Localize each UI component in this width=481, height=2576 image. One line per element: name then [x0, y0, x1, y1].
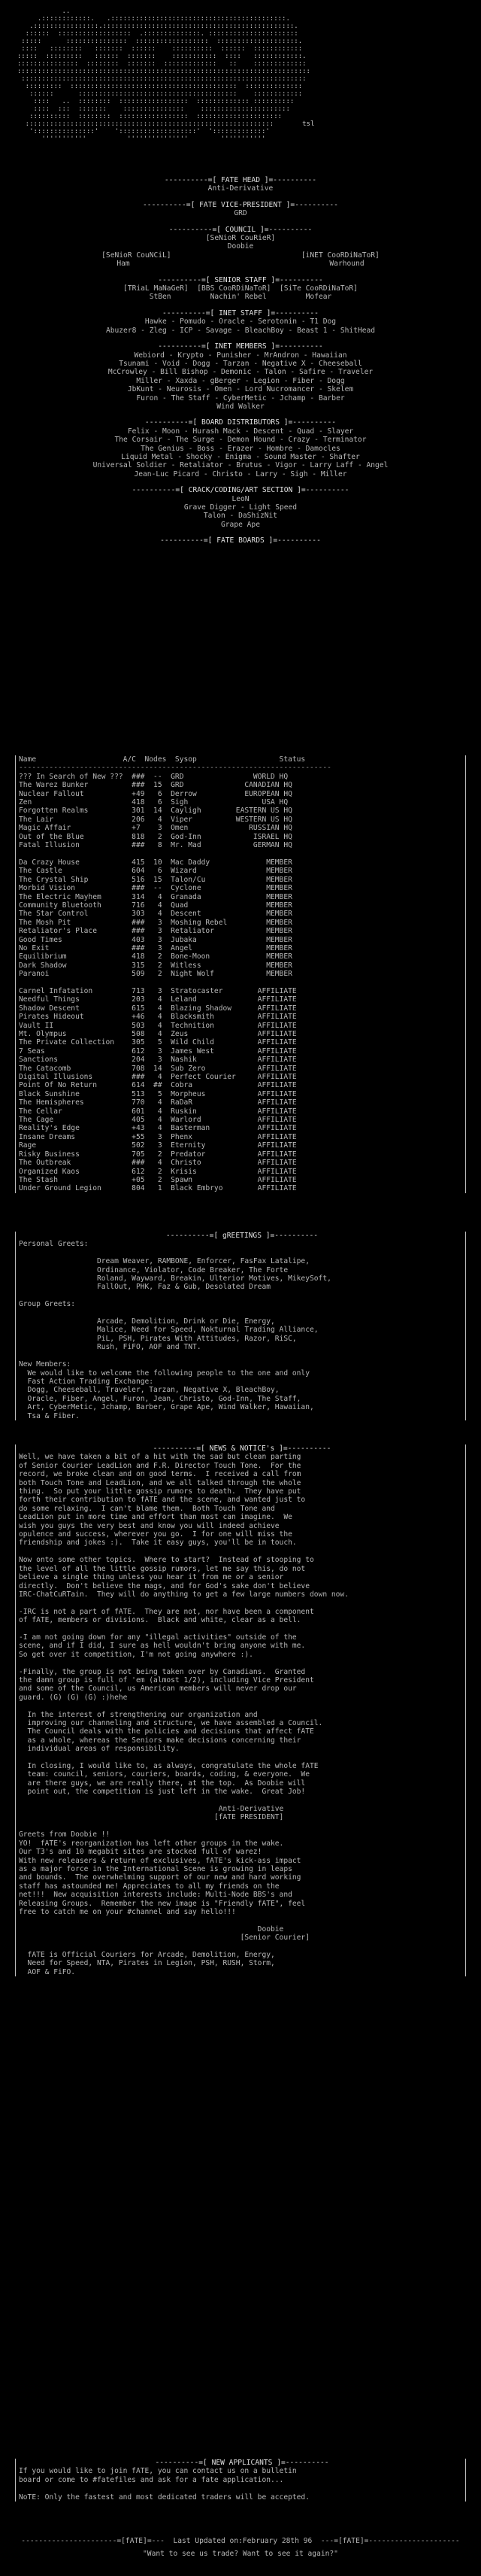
section-line: McCrowley - Bill Bishop - Demonic - Talon - Safire - Traveler	[107, 368, 374, 377]
title-text: NEWS & NOTICE's	[209, 1444, 275, 1453]
footer-rule-left: ----------------------=	[21, 2537, 122, 2545]
text-line: net!!! New acquisition interests include: Multi-Node BBS's and	[19, 1891, 292, 1900]
board-row: Sanctions 204 3 Nashik AFFILIATE	[19, 1056, 297, 1065]
board-row: Da Crazy House 415 10 Mac Daddy MEMBER	[19, 858, 292, 867]
logo-line: :::::::::: :::::::: ::::::::::::::::: :::::::::::::::::::::	[29, 113, 283, 120]
section-line: The Corsair - The Surge - Demon Hound - Crazy - Terminator	[114, 436, 367, 445]
rule-right: ]=----------	[261, 1232, 319, 1240]
section-line: Grave Digger - Light Speed	[183, 503, 298, 512]
rule-left: ----------=[	[158, 275, 215, 284]
text-line	[16, 1702, 465, 1710]
board-row: The Stash +05 2 Spawn AFFILIATE	[19, 1175, 297, 1184]
logo-line: :::: ::: ::::::: ::::::::::::::: ::::::::::::::::::::::	[33, 105, 290, 113]
section-title	[0, 176, 481, 184]
logo-line: :::::: ::::::::::::::::::::::::::::::::::::::: ::::::::::::	[29, 90, 303, 98]
logo-art	[0, 0, 481, 143]
section-line: Doobie	[227, 242, 254, 251]
text-line: With new releasers & return of exclusives, fATE's kick-ass impact	[19, 1856, 301, 1865]
board-row: Point Of No Return 614 ## Cobra AFFILIATE	[19, 1081, 297, 1090]
fate-ascii-logo	[0, 0, 481, 173]
section-title	[0, 276, 481, 284]
section-line: Hawke - Pomudo - Oracle - Serotonin - T1 Dog	[144, 317, 337, 327]
text-line	[16, 1822, 465, 1830]
applicants-box	[15, 2459, 466, 2502]
section-title	[0, 418, 481, 427]
board-row: The Castle 604 6 Wizard MEMBER	[19, 867, 292, 876]
text-line: We would like to welcome the following people to the one and only	[19, 1368, 310, 1378]
text-line: of fATE, members or divisions. Black and white, clear as a bell.	[19, 1616, 301, 1625]
text-line: The Council deals with the policies and decisions that affect fATE	[19, 1727, 314, 1736]
text-line: Oracle, Fiber, Angel, Furon, Jean, Christo, God-Inn, The Staff,	[19, 1394, 301, 1403]
logo-line: ::::: ::::::::: :::::: ::::::: ::::::::::: :::: ::::::::::::.	[17, 53, 307, 60]
rule-left: ----------=[	[155, 2459, 212, 2467]
boards-divider: ------------------------------------------------------------------------	[19, 764, 331, 773]
section-title-text: SENIOR STAFF	[214, 275, 267, 284]
section-title-text: COUNCIL	[225, 225, 256, 234]
board-row: The Warez Bunker ### 15 GRD CANADIAN HQ	[19, 781, 292, 790]
board-row: Reality's Edge +43 4 Basterman AFFILIATE	[19, 1124, 297, 1133]
text-line: free to catch me on your #channel and say hello!!!	[19, 1907, 236, 1916]
section-title-text: FATE BOARDS	[216, 536, 265, 545]
logo-line: :::: :::::::: ::::::: :::::: :::::::::: :::::: ::::::::::::	[21, 45, 303, 53]
section-senior-staff	[0, 276, 481, 302]
greetings-body	[16, 1240, 465, 1420]
board-row: Zen 418 6 Sigh USA HQ	[19, 798, 289, 807]
board-row: Fatal Illusion ### 8 Mr. Mad GERMAN HQ	[19, 841, 292, 850]
board-row: The Outbreak ### 4 Christo AFFILIATE	[19, 1159, 297, 1168]
text-line: Anti-Derivative	[19, 1805, 284, 1814]
section-line: Universal Soldier - Retaliator - Brutus - Vigor - Larry Laff - Angel	[92, 461, 389, 470]
board-row: Organized Kaos 612 2 Krisis AFFILIATE	[19, 1167, 297, 1176]
board-row: Nuclear Fallout +49 6 Derrow EUROPEAN HQ	[19, 789, 292, 798]
section-line: Abuzer8 - Zleg - ICP - Savage - BleachBoy - Beast 1 - ShitHead	[105, 326, 376, 335]
greetings-title	[16, 1232, 465, 1240]
text-line: If you would like to join fATE, you can contact us on a bulletin	[19, 2467, 297, 2476]
section-line: Grape Ape	[221, 520, 260, 529]
text-line: Greets from Doobie !!	[19, 1830, 110, 1839]
text-line: In closing, I would like to, as always, congratulate the whole fATE	[19, 1762, 319, 1771]
text-line: do some relaxing. I can't blame them. Both Touch Tone and	[19, 1504, 275, 1513]
section-line: Miller - Xaxda - gBerger - Legion - Fiber - Dogg	[136, 376, 345, 385]
board-row: Mt. Olympus 508 4 Zeus AFFILIATE	[19, 1030, 297, 1038]
text-line: Malice, Need for Speed, Nokturnal Trading Alliance,	[19, 1326, 319, 1335]
text-line: record, we broke clean and on good terms. I received a call from	[19, 1470, 301, 1479]
board-row: Morbid Vision ### -- Cyclone MEMBER	[19, 884, 292, 893]
board-row: The Catacomb 708 14 Sub Zero AFFILIATE	[19, 1064, 297, 1073]
section-fate-head	[0, 176, 481, 193]
text-line: and some of the Council, us American members will never drop our	[19, 1684, 297, 1694]
text-line: -I am not going down for any "illegal activities" outside of the	[19, 1633, 297, 1642]
logo-line: ::::::::::::::::::::::::::::::::::::::::::::::::::::::::::::: tsl	[25, 120, 315, 128]
text-line: team: council, seniors, couriers, boards, coding, & everyone. We	[19, 1770, 310, 1779]
text-line: individual areas of responsibility.	[19, 1745, 180, 1754]
text-line: [Senior Courier]	[19, 1934, 310, 1943]
logo-line: ''''''''''' ''''''''''''''' '''''''''''	[41, 135, 266, 143]
section-line: [SeNioR CouNCiL] [iNET CooRDiNaToR]	[101, 251, 380, 260]
text-line	[16, 1754, 465, 1762]
text-line: New Members:	[19, 1360, 71, 1369]
section-title	[0, 226, 481, 234]
footer-tagline: "Want to see us trade? Want to see it again?"	[143, 2550, 338, 2559]
text-line: the level of all the little gossip rumors, let me say this, do not	[19, 1564, 306, 1573]
text-line	[16, 1249, 465, 1257]
text-line: guard. (G) (G) (G) :)hehe	[19, 1693, 128, 1702]
board-row: The Private Collection 305 5 Wild Child AFFILIATE	[19, 1038, 297, 1047]
title-text: gREETINGS	[222, 1232, 262, 1240]
footer-updated: Last Updated on:February 28th 96	[173, 2537, 313, 2545]
text-line: Tsa & Fiber.	[19, 1411, 80, 1420]
section-vice-president	[0, 201, 481, 218]
text-line: wish you guys the very best and know you will indeed achieve	[19, 1521, 280, 1530]
text-line: Fast Action Trading Exchange:	[19, 1377, 154, 1386]
rule-left: ----------=[	[160, 536, 217, 545]
section-title-text: CRACK/CODING/ART SECTION	[188, 486, 293, 495]
board-row: Needful Things 203 4 Leland AFFILIATE	[19, 995, 297, 1004]
section-crack-coding-art	[0, 486, 481, 529]
rule-right: ]=----------	[264, 536, 321, 545]
rule-right: ]=----------	[256, 225, 313, 234]
text-line: are there guys, we are really there, at the top. As Doobie will	[19, 1779, 306, 1788]
applicants-title	[16, 2459, 465, 2467]
board-row: Insane Dreams +55 3 Phenx AFFILIATE	[19, 1132, 297, 1141]
title-text: NEW APPLICANTS	[211, 2459, 273, 2467]
text-line: Group Greets:	[19, 1300, 76, 1309]
text-line	[16, 2484, 465, 2492]
text-line: YO! fATE's reorganization has left other groups in the wake.	[19, 1839, 284, 1848]
board-row: No Exit ### 3 Angel MEMBER	[19, 943, 292, 952]
logo-line: :::::: :::::::::::::::::: .::::::::::::::. ::::::::::::::::::::::	[25, 30, 298, 38]
text-line: Personal Greets:	[19, 1240, 89, 1249]
boards-group-gap	[16, 849, 465, 858]
text-line: scene, and if I did, I sure as hell wouldn't bring anyone with me.	[19, 1642, 306, 1651]
rule-left: ----------=[	[143, 200, 200, 209]
section-line: Felix - Moon - Hurash Mack - Descent - Quad - Slayer	[127, 427, 354, 436]
rule-left: ----------=[	[144, 418, 202, 427]
rule-right: ]=----------	[281, 200, 338, 209]
text-line: In the interest of strengthening our organization and	[19, 1710, 258, 1719]
section-line: Talon - DaShizNit	[203, 512, 278, 521]
rule-right: ]=----------	[292, 486, 349, 495]
staff-roster	[0, 176, 481, 553]
board-row: Rage 502 3 Eternity AFFILIATE	[19, 1141, 297, 1150]
section-inet-staff	[0, 309, 481, 335]
text-line: point out, the competition is just left in the wake. Great Job!	[19, 1788, 306, 1797]
text-line: as a whole, whereas the Seniors make decisions concerning their	[19, 1736, 301, 1745]
text-line: as a major force in the International Scene is growing in leaps	[19, 1864, 292, 1873]
text-line: Releasing Groups. Remember the new image is "Friendly fATE", feel	[19, 1899, 306, 1908]
section-line: The Genius - Boss - Erazer - Hombre - Damocles	[141, 444, 340, 453]
text-line: AOF & FiFO.	[19, 1967, 76, 1976]
text-line: -Finally, the group is not being taken over by Canadians. Granted	[19, 1667, 306, 1676]
board-row: Under Ground Legion 804 1 Black Embryo AFFILIATE	[19, 1184, 297, 1193]
board-row: Forgotten Realms 301 14 Cayligh EASTERN US HQ	[19, 807, 292, 816]
text-line: IRC-ChatCuRTain. They will do anything to get a few large numbers down now.	[19, 1590, 349, 1599]
logo-line: ..	[62, 8, 71, 15]
rule-left: ----------=[	[168, 225, 225, 234]
greetings-box	[15, 1232, 466, 1420]
text-line: staff has astounded me! Appreciates to all my friends on the	[19, 1882, 280, 1891]
section-line: [SeNioR CouRieR]	[205, 234, 276, 243]
logo-line: ::::::::::::::::::::::::::::::::::::::::::::::::::::::::::::::::::::::	[21, 75, 307, 83]
text-line: of Senior Courier LeadLion and F.R. Director Touch Tone. For the	[19, 1461, 301, 1470]
text-line: the damn group is full of 'em (almost 1/2), including Vice President	[19, 1675, 314, 1684]
board-row: The Mosh Pit ### 3 Moshing Rebel MEMBER	[19, 918, 292, 927]
section-line: Liquid Metal - Shocky - Enigma - Sound Master - Shafter	[121, 452, 360, 461]
section-title-text: FATE VICE-PRESIDENT	[199, 200, 282, 209]
text-line	[16, 1625, 465, 1633]
text-line: thing. So put your little gossip rumors to death. They have put	[19, 1487, 301, 1496]
board-row: Out of the Blue 818 2 God-Inn ISRAEL HQ	[19, 832, 292, 841]
text-line: both Touch Tone and LeadLion, and we all talked through the whole	[19, 1478, 301, 1487]
boards-list	[16, 773, 465, 1193]
text-line	[16, 1916, 465, 1924]
section-line: Jean-Luc Picard - Christo - Larry - Sigh - Miller	[134, 469, 347, 478]
board-row: Digital Illusions ### 4 Perfect Courier AFFILIATE	[19, 1073, 297, 1082]
section-title-text: BOARD DISTRIBUTORS	[201, 418, 280, 427]
footer-tag-right: [fATE]	[337, 2537, 365, 2545]
text-line: improving our channeling and structure, we have assembled a Council.	[19, 1719, 323, 1727]
text-line: FallOut, PHK, Faz & Gub, Desolated Dream	[19, 1283, 271, 1292]
text-line: and bounds. The overwhelming support of our new and hard working	[19, 1873, 301, 1882]
board-row: The Hemispheres 770 4 RaDaR AFFILIATE	[19, 1098, 297, 1107]
text-line: LeadLion put in more time and effort than most can imagine. We	[19, 1513, 292, 1522]
rule-right: ]=----------	[266, 275, 323, 284]
text-line	[16, 1292, 465, 1300]
text-line: Well, we have taken a bit of a hit with the sad but clean parting	[19, 1453, 301, 1462]
boards-header: Name A/C Nodes Sysop Status	[19, 755, 306, 764]
rule-left: ----------=[	[162, 308, 219, 317]
rule-left: ----------=[	[164, 176, 221, 184]
text-line	[16, 1548, 465, 1556]
board-row: The Lair 206 4 Viper WESTERN US HQ	[19, 815, 292, 824]
text-line: NoTE: Only the fastest and most dedicated traders will be accepted.	[19, 2492, 310, 2502]
section-line: JbKunt - Neurosis - Omen - Lord Nucromancer - Skelem	[127, 385, 354, 394]
text-line	[16, 1309, 465, 1317]
section-title	[0, 201, 481, 209]
section-line: Anti-Derivative	[207, 184, 274, 193]
text-line: Doobie	[19, 1924, 284, 1934]
text-line	[16, 1797, 465, 1805]
section-line: Wind Walker	[216, 402, 265, 411]
news-title	[16, 1444, 465, 1453]
section-line: Webiord - Krypto - Punisher - MrAndron - Hawaiian	[134, 351, 347, 360]
board-row: 7 Seas 612 3 James West AFFILIATE	[19, 1046, 297, 1056]
board-row: Good Times 403 3 Jubaka MEMBER	[19, 935, 292, 944]
board-row: The Electric Mayhem 314 4 Granada MEMBER	[19, 892, 292, 901]
board-row: The Cellar 601 4 Ruskin AFFILIATE	[19, 1107, 297, 1116]
section-line: [TRiaL MaNaGeR] [BBS CooRDiNaToR] [SiTe CooRDiNaToR]	[123, 284, 358, 293]
section-fate-boards	[0, 536, 481, 545]
rule-left: ----------=[	[158, 342, 215, 351]
board-row: Shadow Descent 615 4 Blazing Shadow AFFILIATE	[19, 1004, 297, 1013]
text-line: So get over it competition, I'm not going anywhere :).	[19, 1650, 253, 1659]
text-line: friendship and jokes :). Take it easy guys, you'll be in touch.	[19, 1539, 297, 1548]
footer-rule-mid-b: ---=	[312, 2537, 338, 2545]
section-line: Tsunami - Void - Dogg - Tarzan - Negative X - Cheeseball	[119, 359, 362, 368]
section-title	[0, 536, 481, 545]
board-row: Dark Shadow 315 2 Witless MEMBER	[19, 961, 292, 970]
board-row: Equilibrium 418 2 Bone-Moon MEMBER	[19, 952, 292, 961]
text-line: Roland, Wayward, Breakin, Ulterior Motives, MikeySoft,	[19, 1274, 331, 1283]
section-line: StBen Nachin' Rebel Mofear	[149, 293, 332, 302]
text-line: Dream Weaver, RAMBONE, Enforcer, FasFax Latalipe,	[19, 1257, 310, 1266]
board-row: Community Bluetooth 716 4 Quad MEMBER	[19, 901, 292, 910]
text-line: Our T3's and 10 megabit sites are stocked full of warez!	[19, 1848, 262, 1857]
section-line: Ham Warhound	[116, 260, 365, 269]
board-row: The Cage 405 4 Warlord AFFILIATE	[19, 1116, 297, 1125]
rule-right: ]=----------	[274, 1444, 331, 1453]
section-title-text: INET MEMBERS	[214, 342, 267, 351]
text-line: directly. Don't believe the mags, and for God's sake don't believe	[19, 1581, 310, 1590]
text-line: forth their contribution to fATE and the scene, and wanted just to	[19, 1496, 306, 1505]
text-line	[16, 1943, 465, 1951]
text-line: Ordinance, Violator, Code Breaker, The Forte	[19, 1265, 289, 1274]
logo-line: :::: .. :::::::: ::::::::::::::::: ::::::::::::: ::::::::::	[33, 98, 295, 105]
logo-line: ':::::::::::::::' ':::::::::::::::::::' ':::::::::::::'	[29, 128, 270, 135]
section-line: Furon - The Staff - CyberMetic - Jchamp - Barber	[136, 393, 345, 402]
boards-box	[15, 755, 466, 1193]
footer-tag-left: [fATE]	[121, 2537, 147, 2545]
section-title	[0, 342, 481, 351]
rule-left: ----------=[	[165, 1232, 222, 1240]
text-line: PiL, PSH, Pirates With Attitudes, Razor, RiSC,	[19, 1334, 297, 1343]
text-line	[16, 1599, 465, 1607]
section-title	[0, 309, 481, 317]
section-inet-members	[0, 342, 481, 411]
text-line: Rush, FiFO, AOF and TNT.	[19, 1343, 201, 1352]
text-line	[16, 1659, 465, 1667]
board-row: The Crystal Ship 516 15 Talon/Cu MEMBER	[19, 875, 292, 884]
text-line: opulence and success, wherever you go. I for one will miss the	[19, 1530, 292, 1539]
logo-line: ::::: ::::::::::::::: :::::::::::::::::: ::::::::::::::::::::.	[21, 38, 303, 45]
text-line: Art, CyberMetic, Jchamp, Barber, Grape Ape, Wind Walker, Hawaiian,	[19, 1403, 314, 1412]
footer-rule-right: =---------------------	[364, 2537, 460, 2545]
section-title	[0, 486, 481, 494]
footer-updated-line	[0, 2537, 481, 2545]
applicants-body	[16, 2467, 465, 2502]
logo-line: .::::::::::::::::.:::::::::::::::::::::::::::::::::::::::::::::::.	[29, 23, 298, 30]
news-body	[16, 1453, 465, 1976]
section-title-text: FATE HEAD	[221, 176, 260, 184]
text-line	[16, 1352, 465, 1360]
section-council	[0, 226, 481, 269]
board-row: ??? In Search of New ??? ### -- GRD WORLD HQ	[19, 772, 289, 781]
logo-line: ::::::::::::::::::::::::::::::::::::::::::::::::::::::::::::::::::::::::	[17, 68, 310, 75]
board-row: Black Sunshine 513 5 Morpheus AFFILIATE	[19, 1089, 297, 1098]
logo-line: ::::::::::::::: :::::::: ::::::: ::::::::::::: :: :::::::::::::	[17, 60, 307, 68]
board-row: Paranoi 509 2 Night Wolf MEMBER	[19, 970, 292, 979]
text-line: Now onto some other topics. Where to start? Instead of stooping to	[19, 1556, 314, 1565]
board-row: Magic Affair +7 3 Omen RUSSIAN HQ	[19, 824, 292, 833]
footer-rule-mid-a: =---	[147, 2537, 174, 2545]
board-row: Vault II 503 4 Technition AFFILIATE	[19, 1021, 297, 1030]
text-line: fATE is Official Couriers for Arcade, Demolition, Energy,	[19, 1950, 275, 1959]
rule-right: ]=----------	[279, 418, 337, 427]
text-line: -IRC is not a part of fATE. They are not, nor have been a component	[19, 1607, 314, 1616]
rule-right: ]=----------	[262, 308, 319, 317]
rule-right: ]=----------	[259, 176, 317, 184]
boards-group-gap	[16, 979, 465, 987]
board-row: The Star Control 303 4 Descent MEMBER	[19, 910, 292, 919]
board-row: Risky Business 705 2 Predator AFFILIATE	[19, 1150, 297, 1159]
text-line: board or come to #fatefiles and ask for a fate application...	[19, 2475, 284, 2484]
rule-left: ----------=[	[153, 1444, 210, 1453]
text-line: believe a single thing unless you hear it from me or a senior	[19, 1573, 284, 1582]
section-line: GRD	[234, 209, 247, 218]
rule-right: ]=----------	[272, 2459, 329, 2467]
rule-right: ]=----------	[266, 342, 323, 351]
footer	[0, 2537, 481, 2559]
news-box	[15, 1444, 466, 1976]
section-title-text: INET STAFF	[219, 308, 262, 317]
board-row: Carnel Infatation 713 3 Stratocaster AFFILIATE	[19, 986, 297, 995]
text-line: Dogg, Cheeseball, Traveler, Tarzan, Negative X, BleachBoy,	[19, 1386, 280, 1395]
text-line: Need for Speed, NTA, Pirates in Legion, PSH, RUSH, Storm,	[19, 1959, 275, 1968]
board-row: Retaliator's Place ### 3 Retaliator MEMBER	[19, 927, 292, 936]
section-line: LeoN	[231, 494, 250, 503]
board-row: Pirates Hideout +46 4 Blacksmith AFFILIATE	[19, 1013, 297, 1022]
text-line: [fATE PRESIDENT]	[19, 1813, 284, 1822]
logo-line: .::::::::::::. .:::::::::::::::::::::::::::::::::::::::::::.	[37, 15, 290, 23]
text-line: Arcade, Demolition, Drink or Die, Energy,	[19, 1317, 275, 1326]
logo-line: ::::::::: ::::::::::::::::::::::::::::::::::::::::: ::::::::::::::	[25, 83, 303, 90]
rule-left: ----------=[	[132, 486, 189, 495]
section-board-distributors	[0, 418, 481, 478]
